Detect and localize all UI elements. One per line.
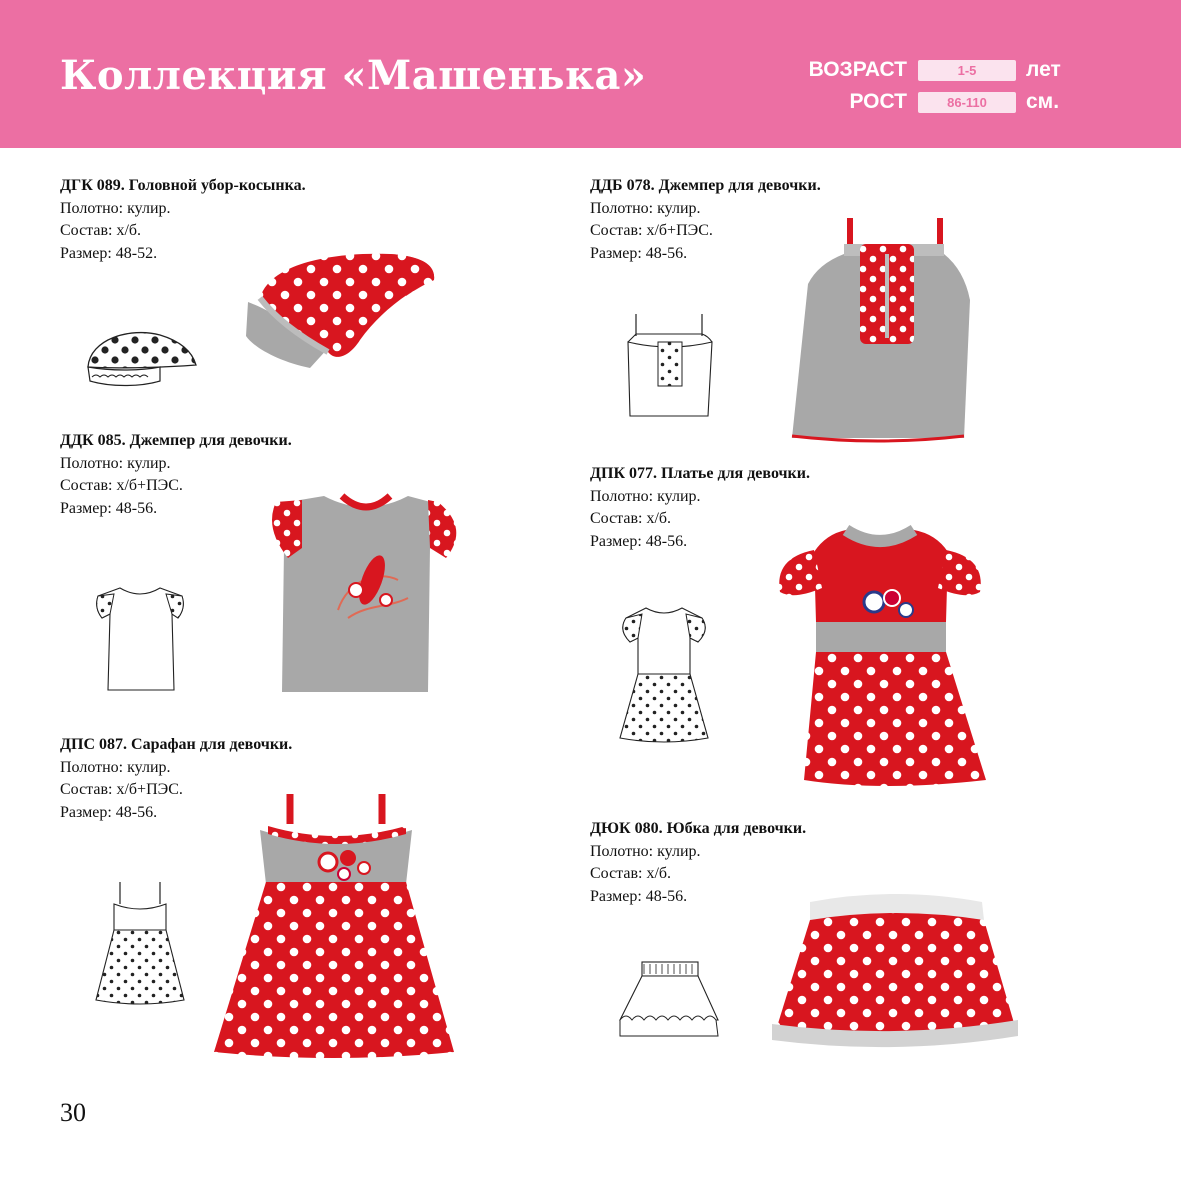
product-size: Размер: 48-56. (590, 244, 688, 262)
product-size: Размер: 48-56. (590, 887, 688, 905)
age-value: 1-5 (918, 60, 1016, 81)
product-title: ДПК 077. Платье для девочки. (590, 465, 810, 482)
page-header (0, 0, 1181, 148)
height-label: РОСТ (849, 90, 907, 113)
product-composition: Состав: х/б. (590, 865, 672, 882)
height-value: 86-110 (918, 92, 1016, 113)
product-size: Размер: 48-56. (590, 532, 688, 550)
product-size: Размер: 48-56. (60, 803, 158, 821)
product-composition: Состав: х/б+ПЭС. (60, 781, 183, 798)
dress-photo (774, 522, 986, 786)
product-title: ДДК 085. Джемпер для девочки. (60, 432, 292, 449)
product-composition: Состав: х/б+ПЭС. (590, 222, 713, 239)
product-composition: Состав: х/б+ПЭС. (60, 477, 183, 494)
product-fabric: Полотно: кулир. (590, 842, 701, 860)
jumper-ddb078-photo (788, 214, 978, 444)
product-composition: Состав: х/б. (590, 510, 672, 527)
product-ddk085 (60, 430, 292, 520)
page-number: 30 (60, 1098, 86, 1127)
dress-sketch (616, 604, 712, 744)
product-size: Размер: 48-56. (60, 499, 158, 517)
jumper-ddk085-sketch (92, 586, 188, 692)
skirt-photo (770, 890, 1020, 1060)
product-title: ДДБ 078. Джемпер для девочки. (590, 177, 821, 194)
product-title: ДПС 087. Сарафан для девочки. (60, 736, 293, 753)
product-fabric: Полотно: кулир. (60, 199, 171, 217)
product-fabric: Полотно: кулир. (590, 487, 701, 505)
sundress-sketch (94, 880, 186, 1006)
headscarf-sketch (80, 325, 200, 393)
skirt-sketch (614, 958, 724, 1042)
age-label: ВОЗРАСТ (808, 58, 907, 81)
sundress-photo (210, 790, 456, 1058)
product-title: ДГК 089. Головной убор-косынка. (60, 177, 306, 194)
product-fabric: Полотно: кулир. (590, 199, 701, 217)
height-unit: см. (1026, 90, 1060, 113)
product-fabric: Полотно: кулир. (60, 454, 171, 472)
collection-title: Коллекция «Машенька» (60, 52, 647, 99)
headscarf-photo (240, 250, 440, 375)
product-title: ДЮК 080. Юбка для девочки. (590, 820, 807, 837)
jumper-ddk085-photo (262, 488, 472, 696)
product-composition: Состав: х/б. (60, 222, 142, 239)
age-unit: лет (1026, 58, 1061, 81)
product-fabric: Полотно: кулир. (60, 758, 171, 776)
jumper-ddb078-sketch (624, 312, 716, 422)
product-ddb078 (590, 175, 821, 265)
product-size: Размер: 48-52. (60, 244, 158, 262)
